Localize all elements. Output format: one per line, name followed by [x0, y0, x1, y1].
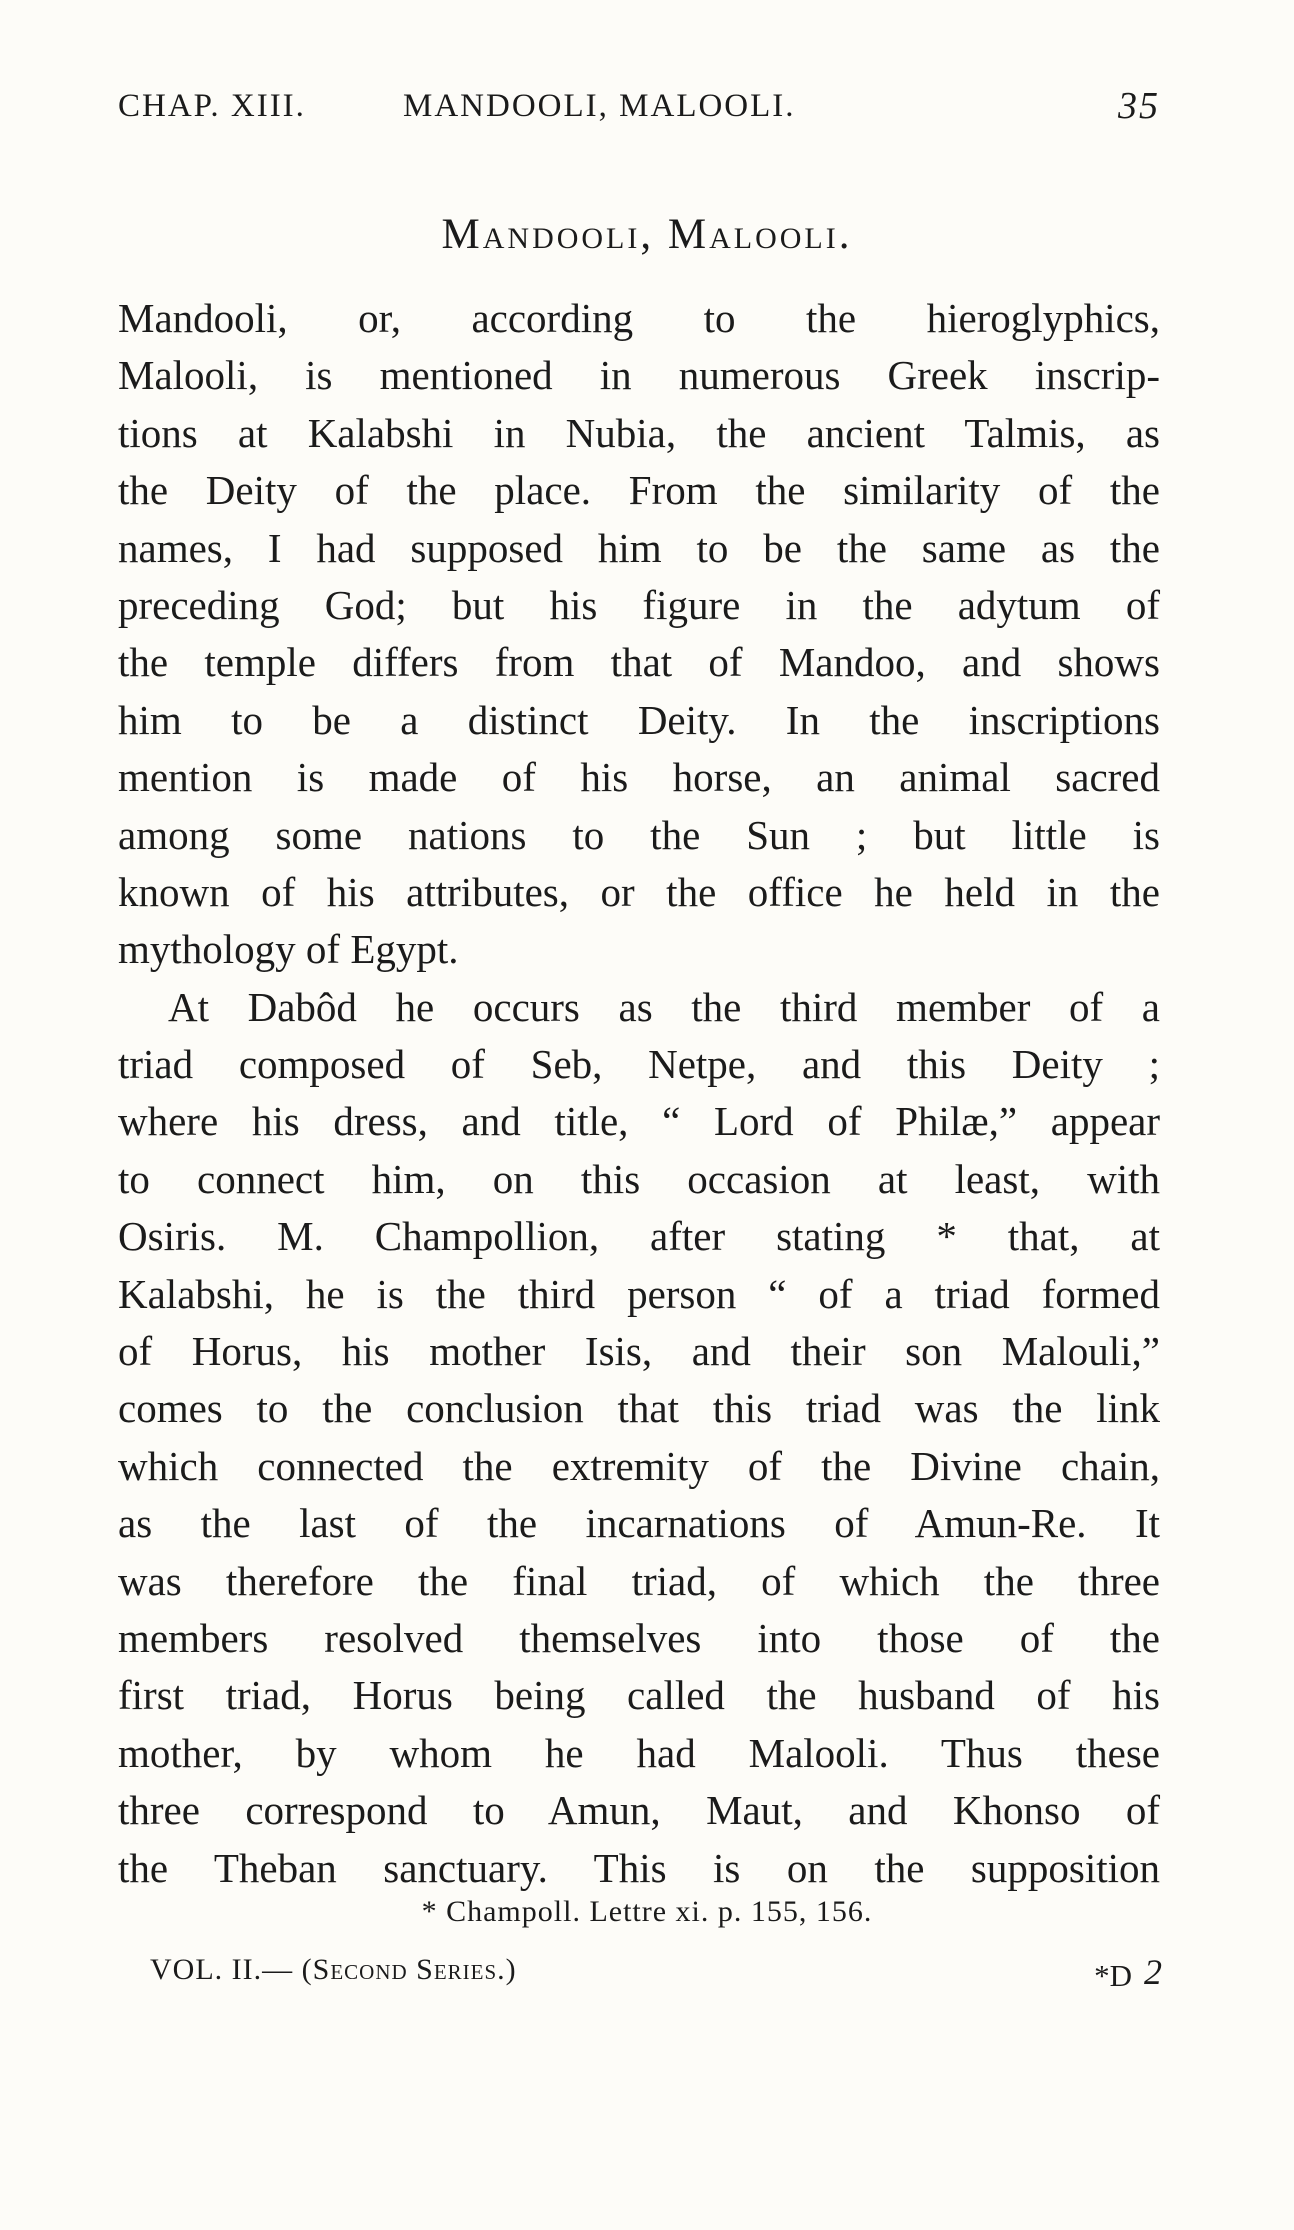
series-label: — (Second Series.) — [262, 1953, 517, 1986]
body-line: mother, by whom he had Malooli. Thus these — [118, 1729, 1160, 1776]
body-line: first triad, Horus being called the husband of his — [118, 1672, 1160, 1719]
body-line: among some nations to the Sun ; but little is — [118, 811, 1160, 858]
body-line: members resolved themselves into those of the — [118, 1614, 1160, 1661]
running-head-title: MANDOOLI, MALOOLI. — [403, 88, 796, 124]
body-line: preceding God; but his figure in the adytum of — [118, 581, 1160, 628]
body-line: Malooli, is mentioned in numerous Greek inscrip- — [118, 352, 1160, 399]
body-line: names, I had supposed him to be the same as the — [118, 524, 1160, 571]
body-line: three correspond to Amun, Maut, and Khonso of — [118, 1787, 1160, 1834]
running-head — [118, 85, 1160, 138]
body-line: Mandooli, or, according to the hieroglyphics, — [118, 295, 1160, 341]
body-line: mention is made of his horse, an animal sacred — [118, 754, 1160, 801]
section-heading: Mandooli, Malooli. — [441, 211, 853, 258]
body-line: of Horus, his mother Isis, and their son Malouli,” — [118, 1328, 1160, 1375]
body-line: Kalabshi, he is the third person “ of a triad formed — [118, 1270, 1160, 1317]
body-line: the temple differs from that of Mandoo, and shows — [118, 639, 1160, 686]
signature-number: 2 — [1144, 1952, 1162, 1992]
body-line: mythology of Egypt. — [118, 926, 459, 973]
body-text — [118, 290, 1160, 1897]
body-line: to connect him, on this occasion at least, with — [118, 1155, 1160, 1202]
body-line: was therefore the final triad, of which the three — [118, 1557, 1160, 1604]
body-line: tions at Kalabshi in Nubia, the ancient Talmis, as — [118, 409, 1160, 456]
body-line: as the last of the incarnations of Amun-Re. It — [118, 1500, 1160, 1547]
volume-label: VOL. II. — [150, 1953, 263, 1986]
body-line: known of his attributes, or the office he held in the — [118, 868, 1160, 915]
body-line: him to be a distinct Deity. In the inscriptions — [118, 696, 1160, 743]
body-line: the Deity of the place. From the similarity of the — [118, 467, 1160, 514]
footnote: * Champoll. Lettre xi. p. 155, 156. — [421, 1895, 873, 1928]
running-head-chapter: CHAP. XIII. — [118, 88, 306, 124]
signature-mark — [1094, 1953, 1162, 1995]
signature-letter: *D — [1094, 1958, 1132, 1993]
page-number: 35 — [1118, 85, 1160, 127]
body-line: At Dabôd he occurs as the third member of a — [168, 983, 1160, 1030]
signature-line — [150, 1953, 1162, 1997]
volume-info — [150, 1953, 517, 1987]
body-line: which connected the extremity of the Divine chain, — [118, 1442, 1160, 1489]
body-line: comes to the conclusion that this triad was the link — [118, 1385, 1160, 1432]
body-line: the Theban sanctuary. This is on the supposition — [118, 1844, 1160, 1891]
body-line: Osiris. M. Champollion, after stating * that, at — [118, 1213, 1160, 1260]
body-line: where his dress, and title, “ Lord of Philæ,” appear — [118, 1098, 1160, 1145]
body-line: triad composed of Seb, Netpe, and this Deity ; — [118, 1041, 1160, 1088]
